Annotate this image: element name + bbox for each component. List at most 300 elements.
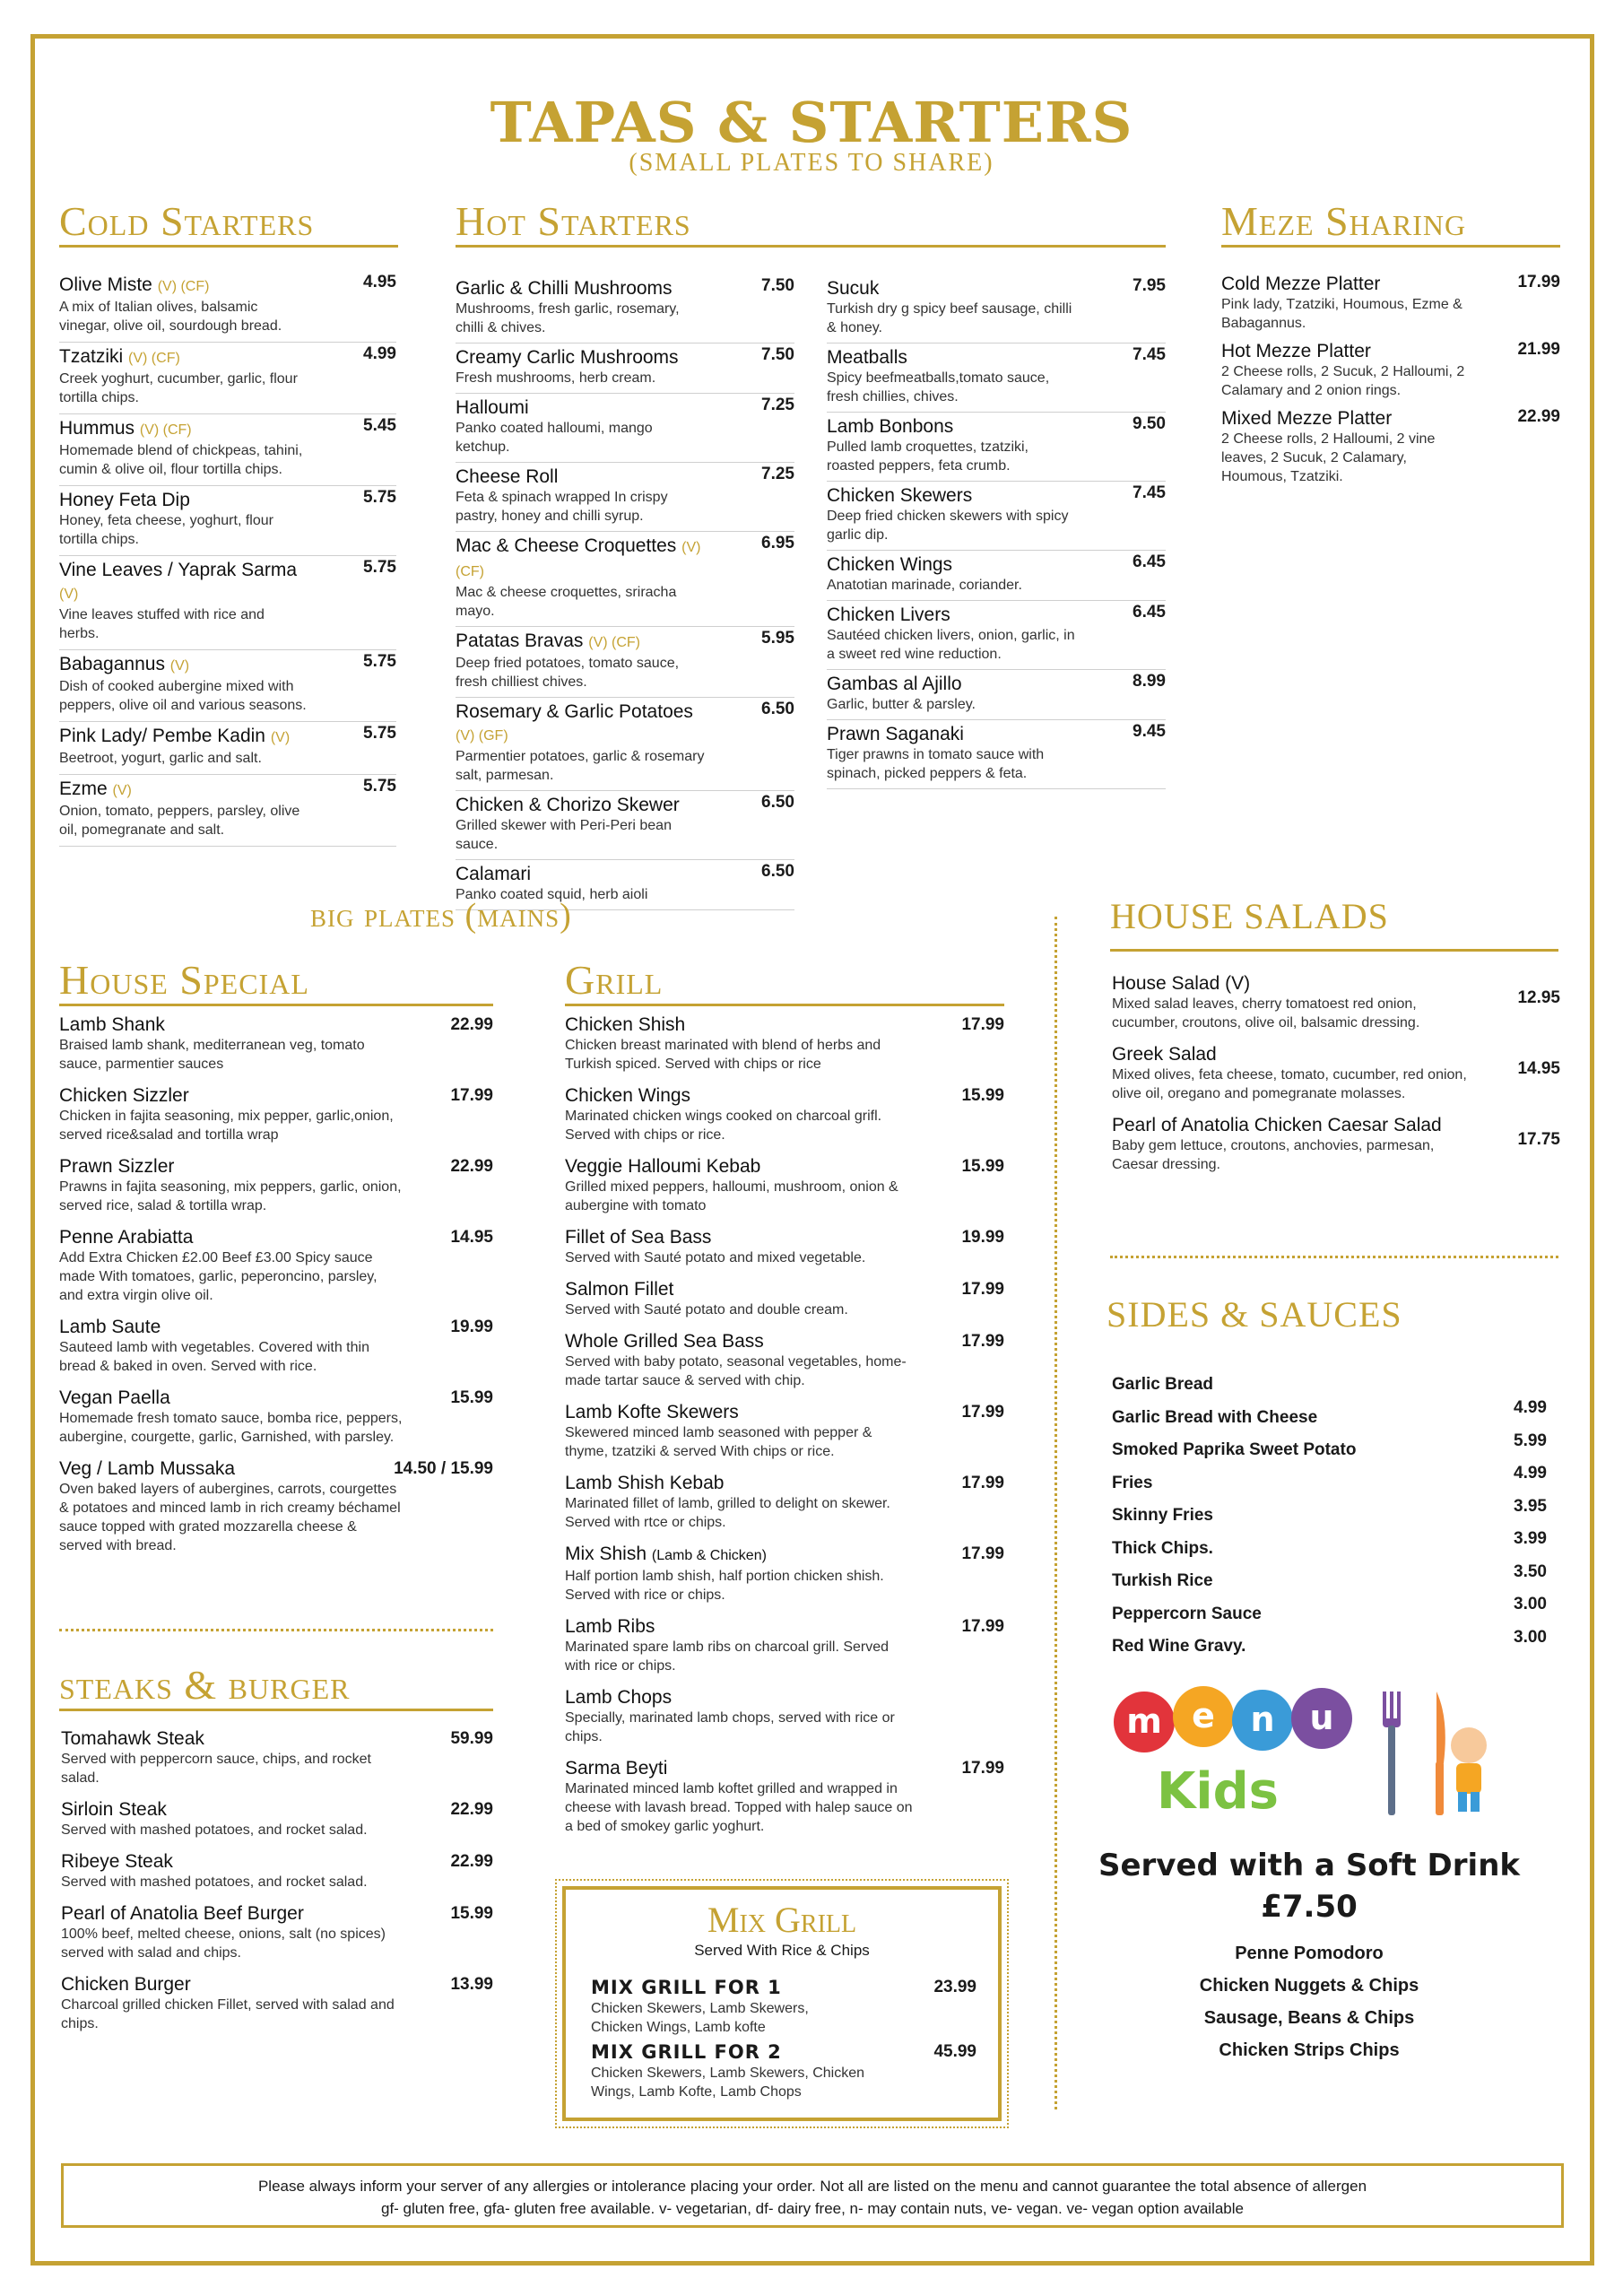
meze-list — [1221, 271, 1560, 491]
item-price: 5.75 — [363, 558, 396, 577]
menu-item — [565, 1472, 1004, 1543]
item-name — [827, 723, 1166, 745]
item-name-text: Greek Salad — [1112, 1044, 1217, 1065]
item-name — [565, 1686, 1004, 1709]
item-name-text: Lamb Saute — [59, 1317, 161, 1337]
logo-letter: m — [1126, 1701, 1162, 1741]
menu-item — [565, 1084, 1004, 1155]
item-price: 5.45 — [363, 416, 396, 435]
sides-title: SIDES & SAUCES — [1107, 1294, 1402, 1335]
mix-grill-item — [591, 1976, 976, 2037]
fork-icon — [1383, 1692, 1401, 1815]
item-description: Add Extra Chicken £2.00 Beef £3.00 Spicy sauce made With tomatoes, garlic, peperoncino, parsley, and extra virgin olive oil. — [59, 1250, 378, 1303]
item-name — [59, 559, 396, 605]
item-price: 7.50 — [761, 345, 794, 364]
item-name — [827, 277, 1166, 300]
item-name-text: Salmon Fillet — [565, 1279, 674, 1300]
item-name — [456, 277, 794, 300]
item-price: 4.99 — [363, 344, 396, 363]
item-name-text: Prawn Saganaki — [827, 724, 964, 744]
logo-letter: u — [1309, 1698, 1334, 1737]
item-name-text: Ezme — [59, 778, 108, 799]
item-name — [59, 417, 396, 441]
item-description: Tiger prawns in tomato sauce with spinach, picked peppers & feta. — [827, 747, 1045, 781]
grill-rule — [565, 1004, 1004, 1006]
item-description: Grilled mixed peppers, halloumi, mushroom, onion & aubergine with tomato — [565, 1179, 898, 1213]
item-price: 9.45 — [1133, 722, 1166, 741]
mix-grill-title: Mix Grill — [707, 1900, 857, 1940]
item-price: 22.99 — [450, 1852, 493, 1871]
item-name-text: Sirloin Steak — [61, 1799, 167, 1820]
big-plates-title: big plates (mains) — [310, 897, 572, 935]
house-salads-rule — [1110, 949, 1558, 952]
logo-bubbles — [1114, 1686, 1352, 1752]
item-price: 17.99 — [961, 1332, 1004, 1351]
hot-starters-col2 — [827, 274, 1166, 789]
item-dietary-tags: (V) — [59, 587, 79, 602]
kids-menu-item: Sausage, Beans & Chips — [1203, 2008, 1415, 2028]
item-price: 17.99 — [961, 1544, 1004, 1563]
item-description: Parmentier potatoes, garlic & rosemary salt, parmesan. — [456, 749, 705, 783]
item-description: Marinated minced lamb koftet grilled and wrapped in cheese with lavash bread. Topped with halep sauce on a bed of smokey garlic yoghurt. — [565, 1781, 913, 1834]
item-name — [565, 1401, 1004, 1423]
side-item-name: Garlic Bread with Cheese — [1112, 1407, 1318, 1427]
kids-price: £7.50 — [1261, 1889, 1358, 1925]
item-price: 59.99 — [450, 1729, 493, 1748]
item-name — [1112, 1114, 1560, 1136]
menu-item — [565, 1401, 1004, 1472]
item-name — [565, 1615, 1004, 1638]
item-name — [61, 1798, 493, 1821]
item-price: 15.99 — [450, 1388, 493, 1407]
item-name — [1221, 340, 1560, 362]
item-description: Served with mashed potatoes, and rocket salad. — [61, 1822, 368, 1838]
menu-item — [61, 1973, 493, 2044]
menu-item — [1221, 405, 1560, 491]
item-name — [1221, 407, 1560, 430]
side-item-price: 3.00 — [1514, 1595, 1547, 1613]
item-name-text: Patatas Bravas — [456, 631, 584, 651]
item-price: 6.50 — [761, 793, 794, 812]
item-name — [565, 1226, 1004, 1248]
item-price: 4.95 — [363, 273, 396, 291]
menu-item — [456, 274, 794, 344]
item-price: 7.95 — [1133, 276, 1166, 295]
side-item-name: Peppercorn Sauce — [1112, 1604, 1262, 1623]
house-special-title: House Special — [59, 957, 309, 1003]
item-name — [565, 1155, 1004, 1178]
menu-item — [59, 1387, 493, 1457]
menu-item — [456, 344, 794, 394]
menu-item — [61, 1798, 493, 1850]
item-price: 6.45 — [1133, 552, 1166, 571]
item-name-text: Mix Shish — [565, 1544, 647, 1564]
kids-menu-logo — [1112, 1683, 1515, 1826]
item-price: 6.50 — [761, 700, 794, 718]
item-name-text: Tomahawk Steak — [61, 1728, 204, 1749]
menu-item — [1112, 972, 1560, 1043]
item-name — [456, 465, 794, 488]
item-name — [565, 1543, 1004, 1567]
item-name-text: Chicken Shish — [565, 1014, 686, 1035]
menu-item — [59, 1013, 493, 1084]
menu-item — [565, 1615, 1004, 1686]
item-price: 12.95 — [1517, 988, 1560, 1007]
menu-item — [827, 413, 1166, 482]
item-name — [59, 489, 396, 511]
cold-starters-rule — [59, 245, 398, 248]
side-item-price: 3.00 — [1514, 1627, 1547, 1647]
item-name — [1221, 273, 1560, 295]
menu-item — [59, 271, 396, 343]
item-name — [59, 653, 396, 677]
item-price: 22.99 — [1517, 407, 1560, 426]
item-description: Sautéed chicken livers, onion, garlic, in a sweet red wine reduction. — [827, 628, 1075, 662]
item-price: 17.99 — [961, 1403, 1004, 1422]
item-description: Served with Sauté potato and double cream. — [565, 1302, 848, 1318]
item-name — [827, 604, 1166, 626]
item-description: Specially, marinated lamb chops, served with rice or chips. — [565, 1710, 895, 1744]
cold-starters-title: Cold Starters — [59, 198, 315, 244]
item-description: Baby gem lettuce, croutons, anchovies, parmesan, Caesar dressing. — [1112, 1138, 1435, 1172]
steaks-list — [61, 1727, 493, 2044]
item-price: 6.50 — [761, 862, 794, 881]
item-price: 15.99 — [961, 1086, 1004, 1105]
item-name-text: Lamb Chops — [565, 1687, 673, 1708]
mix-grill-name: MIX GRILL FOR 1 — [591, 1977, 782, 1998]
menu-item — [456, 532, 794, 627]
item-description: Beetroot, yogurt, garlic and salt. — [59, 751, 262, 766]
item-price: 6.45 — [1133, 603, 1166, 622]
item-description: Vine leaves stuffed with rice and herbs. — [59, 607, 265, 641]
item-price: 19.99 — [450, 1318, 493, 1336]
item-description: Mixed salad leaves, cherry tomatoest red onion, cucumber, croutons, olive oil, balsamic dressing. — [1112, 996, 1420, 1031]
menu-item — [565, 1543, 1004, 1615]
item-price: 19.99 — [961, 1228, 1004, 1247]
menu-item — [827, 482, 1166, 551]
item-description: Chicken breast marinated with blend of herbs and Turkish spiced. Served with chips or rice — [565, 1038, 881, 1072]
side-item-price: 4.99 — [1514, 1398, 1547, 1417]
menu-item — [1112, 1114, 1560, 1185]
side-item-name: Smoked Paprika Sweet Potato Fries — [1112, 1440, 1357, 1492]
logo-letter: e — [1192, 1696, 1215, 1735]
item-name-text: Vegan Paella — [59, 1387, 170, 1408]
mix-grill-desc: Chicken Skewers, Lamb Skewers, Chicken Wings, Lamb kofte — [591, 2001, 809, 2035]
item-description: Sauteed lamb with vegetables. Covered with thin bread & baked in oven. Served with rice. — [59, 1340, 369, 1374]
item-price: 22.99 — [450, 1015, 493, 1034]
item-description: Honey, feta cheese, yoghurt, flour tortilla chips. — [59, 513, 273, 547]
item-price: 6.95 — [761, 534, 794, 552]
item-name-text: Chicken Burger — [61, 1974, 191, 1995]
item-name — [1112, 972, 1560, 995]
item-name-text: Hot Mezze Platter — [1221, 341, 1371, 361]
item-description: Dish of cooked aubergine mixed with peppers, olive oil and various seasons. — [59, 679, 307, 713]
item-name-text: Meatballs — [827, 347, 907, 368]
item-name-text: Cheese Roll — [456, 466, 559, 487]
item-name-text: Lamb Bonbons — [827, 416, 954, 437]
item-name-text: Babagannus — [59, 654, 165, 674]
item-price: 7.25 — [761, 465, 794, 483]
steaks-title: steaks & burger — [59, 1662, 351, 1708]
item-price: 14.50 / 15.99 — [394, 1459, 493, 1478]
item-name — [565, 1757, 1004, 1779]
item-name-text: Pearl of Anatolia Chicken Caesar Salad — [1112, 1115, 1442, 1135]
menu-item — [59, 1084, 493, 1155]
menu-item — [59, 486, 396, 556]
item-description: Marinated chicken wings cooked on charcoal grifl. Served with chips or rice. — [565, 1109, 882, 1143]
meze-rule — [1221, 245, 1560, 248]
knife-icon — [1436, 1692, 1445, 1815]
item-description: Deep fried potatoes, tomato sauce, fresh chilliest chives. — [456, 656, 680, 690]
hot-starters-col1 — [456, 274, 794, 910]
item-name — [61, 1850, 493, 1873]
item-description: Chicken in fajita seasoning, mix pepper, garlic,onion, served rice&salad and tortilla wrap — [59, 1109, 394, 1143]
item-name — [59, 725, 396, 749]
item-price: 15.99 — [450, 1904, 493, 1923]
item-name-text: House Salad (V) — [1112, 973, 1251, 994]
menu-item — [827, 551, 1166, 601]
allergy-line-2: gf- gluten free, gfa- gluten free available. v- vegetarian, df- dairy free, n- may contain nuts, ve- vegan. ve- vegan option available — [381, 2200, 1244, 2217]
item-description: A mix of Italian olives, balsamic vinegar, olive oil, sourdough bread. — [59, 300, 282, 334]
item-name — [59, 1155, 493, 1178]
item-name — [827, 484, 1166, 507]
menu-item — [827, 344, 1166, 413]
item-description: Served with Sauté potato and mixed vegetable. — [565, 1250, 866, 1265]
item-name — [827, 346, 1166, 369]
item-description: Garlic, butter & parsley. — [827, 697, 976, 712]
item-description: Homemade fresh tomato sauce, bomba rice, peppers, aubergine, courgette, garlic, Garnished, with parsley. — [59, 1411, 403, 1445]
item-description: Panko coated halloumi, mango ketchup. — [456, 421, 653, 455]
logo-letter: n — [1250, 1700, 1275, 1739]
item-name-text: Lamb Shish Kebab — [565, 1473, 725, 1493]
item-description: 100% beef, melted cheese, onions, salt (no spices) served with salad and chips. — [61, 1926, 386, 1961]
item-name-text: Mixed Mezze Platter — [1221, 408, 1393, 429]
item-description: Half portion lamb shish, half portion chicken shish. Served with rice or chips. — [565, 1569, 884, 1603]
item-name — [61, 1727, 493, 1750]
item-description: Deep fried chicken skewers with spicy garlic dip. — [827, 509, 1069, 543]
item-price: 9.50 — [1133, 414, 1166, 433]
item-name-text: Calamari — [456, 864, 532, 884]
sides-list — [1112, 1369, 1390, 1664]
mix-grill-desc: Chicken Skewers, Lamb Skewers, Chicken Wings, Lamb Kofte, Lamb Chops — [591, 2066, 865, 2100]
item-name-text: Fillet of Sea Bass — [565, 1227, 712, 1248]
menu-item — [59, 414, 396, 486]
item-description: Mushrooms, fresh garlic, rosemary, chilli & chives. — [456, 301, 680, 335]
item-description: Grilled skewer with Peri-Peri bean sauce. — [456, 818, 672, 852]
item-name — [61, 1902, 493, 1925]
item-name — [827, 415, 1166, 438]
menu-item — [1112, 1043, 1560, 1114]
item-name-text: Chicken Wings — [565, 1085, 691, 1106]
item-name-text: Prawn Sizzler — [59, 1156, 175, 1177]
house-special-list — [59, 1013, 493, 1566]
item-price: 14.95 — [1517, 1059, 1560, 1078]
item-description: Anatotian marinade, coriander. — [827, 578, 1022, 593]
item-price: 13.99 — [450, 1975, 493, 1994]
item-description: Braised lamb shank, mediterranean veg, tomato sauce, parmentier sauces — [59, 1038, 365, 1072]
grill-list — [565, 1013, 1004, 1847]
item-price: 17.99 — [961, 1759, 1004, 1778]
item-description: Oven baked layers of aubergines, carrots, courgettes & potatoes and minced lamb in rich creamy béchamel sauce topped with grated mozzarella cheese & served with bread. — [59, 1482, 401, 1553]
item-name — [1112, 1043, 1560, 1065]
item-name — [59, 1316, 493, 1338]
item-name — [59, 1084, 493, 1107]
item-name-text: Mac & Cheese Croquettes — [456, 535, 677, 556]
item-description: Pink lady, Tzatziki, Houmous, Ezme & Babagannus. — [1221, 297, 1462, 331]
menu-item — [59, 722, 396, 775]
side-item-name: Skinny Fries — [1112, 1506, 1213, 1525]
item-name-text: Ribeye Steak — [61, 1851, 173, 1872]
item-name — [456, 535, 794, 583]
menu-item — [59, 1155, 493, 1226]
item-name-text: Hummus — [59, 418, 135, 439]
item-price: 5.75 — [363, 652, 396, 671]
item-name — [59, 345, 396, 370]
item-description: Feta & spinach wrapped In crispy pastry, honey and chilli syrup. — [456, 490, 668, 524]
item-name — [456, 630, 794, 654]
item-description: Charcoal grilled chicken Fillet, served with salad and chips. — [61, 1997, 395, 2031]
page-subtitle: (SMALL PLATES TO SHARE) — [629, 149, 994, 177]
item-name — [565, 1330, 1004, 1352]
item-description: 2 Cheese rolls, 2 Halloumi, 2 vine leaves, 2 Sucuk, 2 Calamary, Houmous, Tzatziki. — [1221, 431, 1436, 484]
item-dietary-tags: (V) (CF) — [157, 279, 210, 294]
item-price: 15.99 — [961, 1157, 1004, 1176]
item-price: 14.95 — [450, 1228, 493, 1247]
menu-item — [59, 775, 396, 847]
menu-item — [61, 1727, 493, 1798]
item-description: Mac & cheese croquettes, sriracha mayo. — [456, 585, 677, 619]
item-name — [456, 863, 794, 885]
meze-title: Meze Sharing — [1221, 198, 1467, 244]
item-description: Turkish dry g spicy beef sausage, chilli & honey. — [827, 301, 1072, 335]
item-description: Panko coated squid, herb aioli — [456, 887, 648, 902]
side-item-name: Red Wine Gravy. — [1112, 1637, 1246, 1656]
vertical-divider — [1055, 917, 1057, 2109]
item-name-text: Lamb Ribs — [565, 1616, 655, 1637]
menu-item — [565, 1757, 1004, 1847]
hot-starters-title: Hot Starters — [456, 198, 691, 244]
item-name — [565, 1084, 1004, 1107]
item-description: Marinated fillet of lamb, grilled to delight on skewer. Served with rtce or chips. — [565, 1496, 890, 1530]
item-name — [565, 1013, 1004, 1036]
item-dietary-tags: (V) (CF) — [128, 351, 180, 366]
allergy-notice — [61, 2163, 1564, 2228]
item-name-text: Chicken Livers — [827, 604, 950, 625]
menu-item — [61, 1902, 493, 1973]
item-description: Fresh mushrooms, herb cream. — [456, 370, 656, 386]
menu-item — [61, 1850, 493, 1902]
menu-item — [456, 463, 794, 532]
logo-kids-word: Kids — [1157, 1762, 1280, 1821]
item-price: 17.99 — [961, 1617, 1004, 1636]
item-name-text: Vine Leaves / Yaprak Sarma — [59, 560, 297, 580]
item-price: 7.50 — [761, 276, 794, 295]
mix-grill-name: MIX GRILL FOR 2 — [591, 2041, 782, 2063]
item-name-text: Honey Feta Dip — [59, 490, 190, 510]
item-name-text: Garlic & Chilli Mushrooms — [456, 278, 673, 299]
menu-item — [59, 1226, 493, 1316]
item-name — [456, 346, 794, 369]
item-name — [59, 778, 396, 802]
item-price: 17.99 — [961, 1474, 1004, 1492]
kids-menu-item: Chicken Nuggets & Chips — [1199, 1976, 1419, 1996]
side-item-name: Garlic Bread — [1112, 1375, 1213, 1394]
hot-starters-rule — [456, 245, 1166, 248]
side-item-price: 4.99 — [1514, 1464, 1547, 1483]
item-note: (Lamb & Chicken) — [651, 1548, 767, 1563]
item-name-text: Veg / Lamb Mussaka — [59, 1458, 236, 1479]
item-price: 17.99 — [450, 1086, 493, 1105]
menu-item — [59, 1316, 493, 1387]
menu-item — [1221, 338, 1560, 405]
item-dietary-tags: (V) (CF) — [139, 422, 192, 438]
item-name-text: Halloumi — [456, 397, 529, 418]
item-name-text: Chicken Skewers — [827, 485, 973, 506]
mix-grill-price: 45.99 — [933, 2042, 976, 2061]
item-name — [456, 396, 794, 419]
kids-title: Served with a Soft Drink — [1098, 1848, 1521, 1883]
item-price: 17.99 — [961, 1015, 1004, 1034]
menu-item — [59, 556, 396, 650]
item-name — [827, 553, 1166, 576]
item-description: Served with baby potato, seasonal vegetables, home-made tartar sauce & served with chip. — [565, 1354, 907, 1388]
house-special-dots — [59, 1629, 493, 1631]
item-name-text: Penne Arabiatta — [59, 1227, 194, 1248]
cold-starters-list — [59, 271, 396, 847]
item-dietary-tags: (V) — [169, 658, 190, 674]
item-name-text: Chicken Sizzler — [59, 1085, 189, 1106]
item-description: Spicy beefmeatballs,tomato sauce, fresh chillies, chives. — [827, 370, 1050, 404]
item-description: Onion, tomato, peppers, parsley, olive oil, pomegranate and salt. — [59, 804, 300, 838]
item-description: Creek yoghurt, cucumber, garlic, flour tortilla chips. — [59, 371, 298, 405]
grill-title: Grill — [565, 957, 664, 1003]
kids-list — [1085, 1937, 1533, 2066]
item-price: 5.75 — [363, 724, 396, 743]
item-name-text: Pink Lady/ Pembe Kadin — [59, 726, 265, 746]
item-name — [59, 1226, 493, 1248]
item-name — [59, 1387, 493, 1409]
menu-item — [827, 274, 1166, 344]
allergy-line-1: Please always inform your server of any allergies or intolerance placing your order. Not all are listed on the menu and cannot guarantee the total absence of allergen — [257, 2178, 1367, 2195]
menu-item — [456, 627, 794, 698]
steaks-rule — [59, 1709, 493, 1711]
item-description: Marinated spare lamb ribs on charcoal grill. Served with rice or chips. — [565, 1639, 890, 1674]
item-name — [61, 1973, 493, 1996]
item-price: 21.99 — [1517, 340, 1560, 359]
menu-item — [1221, 271, 1560, 338]
side-item-name: Turkish Rice — [1112, 1571, 1213, 1590]
item-price: 7.45 — [1133, 345, 1166, 364]
child-character-icon — [1451, 1727, 1487, 1812]
item-price: 22.99 — [450, 1157, 493, 1176]
menu-item — [565, 1013, 1004, 1084]
house-salads-title: HOUSE SALADS — [1110, 896, 1389, 936]
item-dietary-tags: (V) (CF) — [588, 635, 641, 650]
item-name-text: Chicken & Chorizo Skewer — [456, 795, 680, 815]
menu-item — [565, 1330, 1004, 1401]
item-name-text: Rosemary & Garlic Potatoes — [456, 701, 693, 722]
mix-grill-subtitle: Served With Rice & Chips — [694, 1942, 870, 1959]
item-dietary-tags: (V) — [270, 730, 291, 745]
kids-menu-item: Chicken Strips Chips — [1219, 2040, 1400, 2060]
item-name-text: Veggie Halloumi Kebab — [565, 1156, 761, 1177]
menu-item — [827, 601, 1166, 670]
item-name-text: Sucuk — [827, 278, 880, 299]
menu-item — [827, 670, 1166, 720]
menu-item — [565, 1278, 1004, 1330]
menu-item — [827, 720, 1166, 789]
menu-item — [456, 791, 794, 860]
